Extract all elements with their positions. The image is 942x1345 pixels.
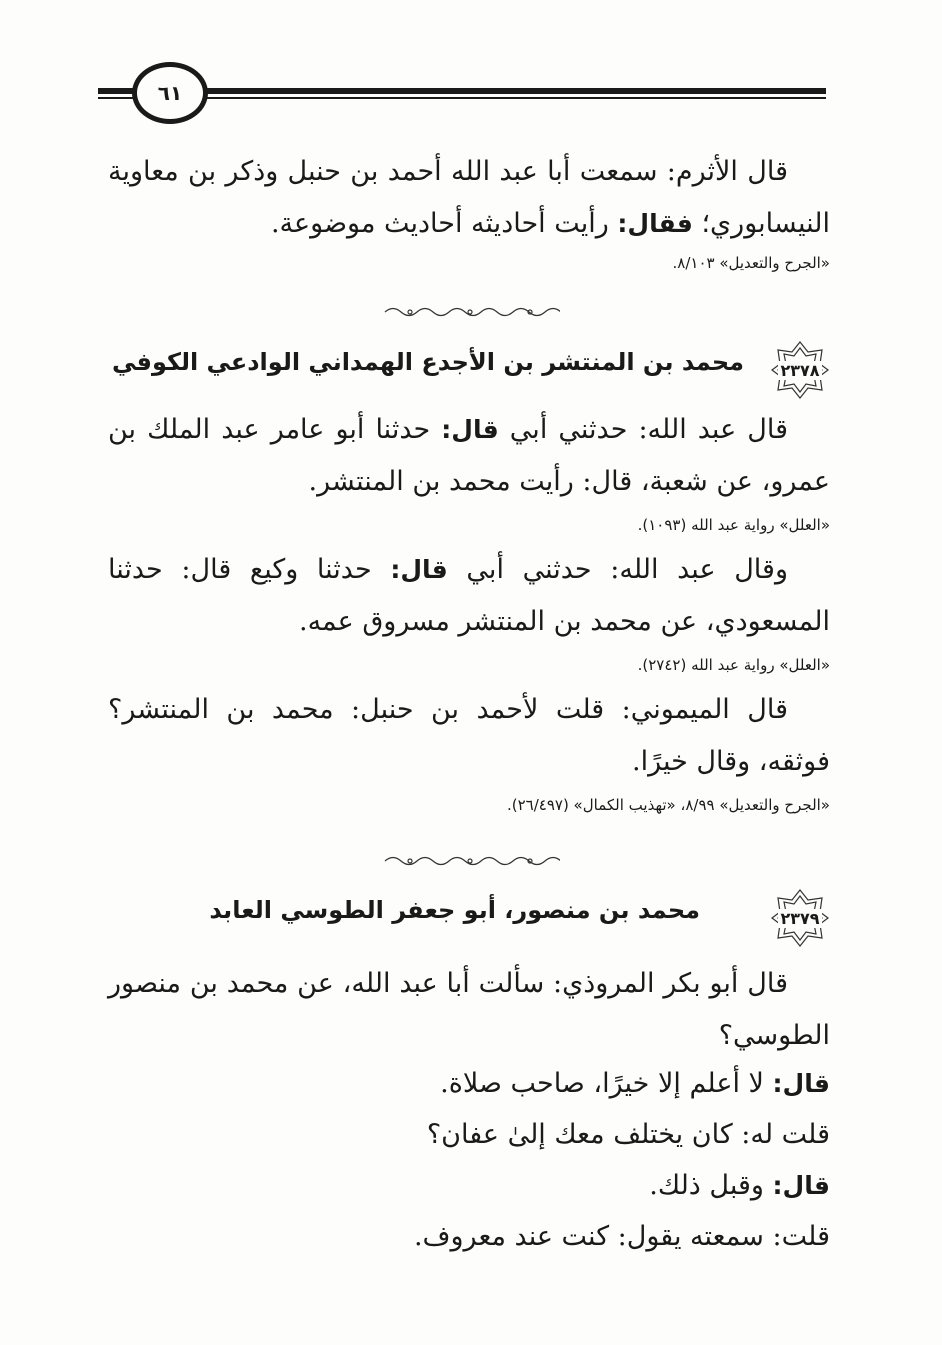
- entry-source: «العلل» رواية عبد الله (٢٧٤٢).: [637, 656, 830, 674]
- ornament-divider: [380, 305, 560, 319]
- dialogue-line: [385, 1211, 830, 1262]
- dialogue-lines: [385, 1058, 830, 1262]
- entry-title: محمد بن منصور، أبو جعفر الطوسي العابد: [209, 896, 700, 924]
- entry-source: «العلل» رواية عبد الله (١٠٩٣).: [637, 516, 830, 534]
- intro-source: «الجرح والتعديل» ٨/١٠٣.: [672, 254, 830, 272]
- text-run: وقبل ذلك.: [649, 1170, 764, 1201]
- text-run: حدثنا أبو عامر عبد الملك بن عمرو، عن شعبة، قال: رأيت محمد بن المنتشر.: [108, 414, 830, 497]
- entry-paragraph: قال الميموني: قلت لأحمد بن حنبل: محمد بن المنتشر؟ فوثقه، وقال خيرًا.: [108, 694, 830, 777]
- entry-paragraph: [108, 404, 830, 508]
- entry-number: ٢٣٧٩: [780, 908, 820, 928]
- intro-paragraph: [108, 146, 830, 250]
- key-word: قال:: [390, 555, 448, 584]
- intro-text-rest: رأيت أحاديثه أحاديث موضوعة.: [270, 208, 609, 239]
- entry-number-badge: [770, 340, 830, 400]
- text-run: قلت:: [772, 1221, 830, 1252]
- text-run: وقال عبد الله: حدثني أبي: [466, 554, 788, 585]
- text-run: قال عبد الله: حدثني أبي: [509, 414, 788, 445]
- entry-number: ٢٣٧٨: [780, 360, 820, 380]
- page-number: ٦١: [132, 62, 208, 124]
- ornament-divider: [380, 854, 560, 868]
- text-run: سمعته يقول: كنت عند معروف.: [413, 1221, 764, 1252]
- intro-section: [108, 146, 830, 272]
- header-rule: [188, 88, 826, 99]
- entry-heading-2378: [108, 340, 830, 400]
- dialogue-line: [385, 1058, 830, 1109]
- text-run: لا أعلم إلا خيرًا، صاحب صلاة.: [440, 1068, 764, 1099]
- key-word: قال:: [772, 1171, 830, 1200]
- entry-heading-2379: [108, 888, 830, 948]
- intro-key: فقال:: [617, 209, 693, 238]
- key-word: قال:: [772, 1069, 830, 1098]
- entry-title: محمد بن المنتشر بن الأجدع الهمداني الوادعي الكوفي: [111, 348, 744, 376]
- entry-paragraph: قال أبو بكر المروذي: سألت أبا عبد الله، عن محمد بن منصور الطوسي؟: [108, 968, 830, 1051]
- entry-number-badge: [770, 888, 830, 948]
- intro-text: قال الأثرم: سمعت أبا عبد الله أحمد بن حنبل وذكر بن معاوية النيسابوري؛: [108, 156, 830, 239]
- entry-2379-body: [108, 958, 830, 1062]
- entry-source: «الجرح والتعديل» ٨/٩٩، «تهذيب الكمال» (٢٦/٤٩٧).: [506, 796, 830, 814]
- entry-2378-body: [108, 404, 830, 814]
- dialogue-line: قلت له: كان يختلف معك إلىٰ عفان؟: [426, 1119, 830, 1150]
- key-word: قال:: [441, 415, 499, 444]
- text-run: حدثنا وكيع قال: حدثنا المسعودي، عن محمد بن المنتشر مسروق عمه.: [108, 554, 830, 637]
- page-header: [98, 62, 826, 124]
- dialogue-line: [385, 1160, 830, 1211]
- entry-paragraph: [108, 544, 830, 648]
